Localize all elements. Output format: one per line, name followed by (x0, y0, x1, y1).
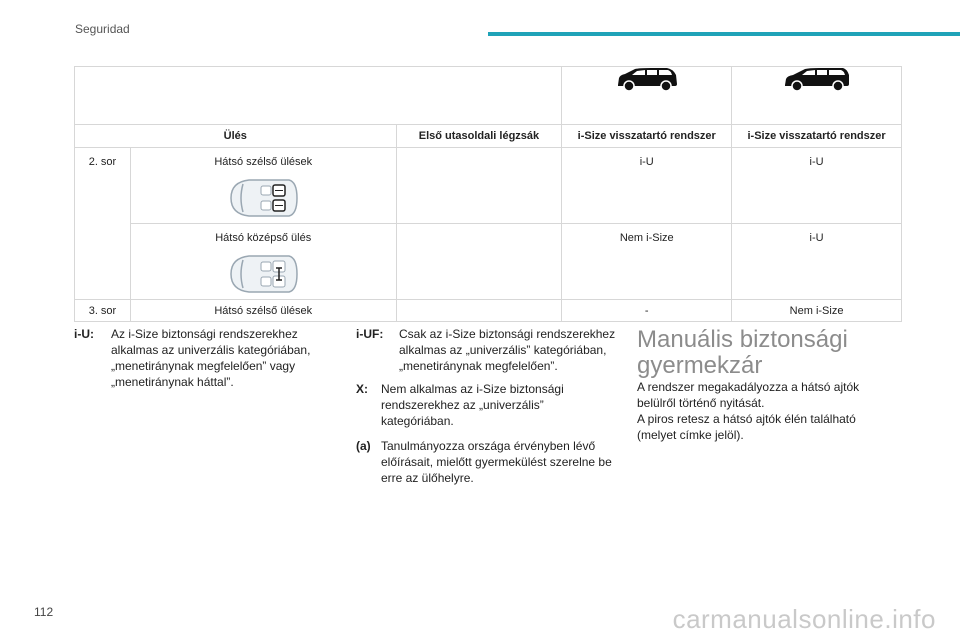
isize-cell: Nem i-Size (732, 300, 902, 322)
suv-car-icon (562, 67, 732, 125)
legend-text: Csak az i-Size biztonsági rendszerekhez alkalmas az „univerzális” kategóriában, „menetiránynak megfelelően”. (399, 327, 616, 373)
isize-cell: i-U (562, 148, 732, 224)
table-row (75, 224, 902, 300)
page-number: 112 (34, 605, 54, 619)
seat-cell (130, 148, 396, 224)
row-label: 3. sor (75, 300, 131, 322)
col-header-seat: Ülés (75, 125, 397, 148)
seat-name: Hátsó szélső ülések (130, 300, 396, 322)
legend-key: X: (356, 382, 368, 396)
table-header-row (75, 125, 902, 148)
section-header: Seguridad (75, 22, 130, 36)
legend-text: Nem alkalmas az i-Size biztonsági rendszerekhez az „univerzális” kategóriában. (381, 382, 564, 428)
table-row (75, 148, 902, 224)
table-icon-row (75, 67, 902, 125)
isize-cell: i-U (732, 148, 902, 224)
section-paragraph: A rendszer megakadályozza a hátsó ajtók belülről történő nyitását. (637, 380, 860, 410)
col-header-airbag: Első utasoldali légzsák (396, 125, 562, 148)
outer-rear-seats-icon (227, 176, 299, 220)
legend-key: i-UF: (356, 327, 384, 341)
table-row (75, 300, 902, 322)
seat-cell (130, 224, 396, 300)
van-car-icon (732, 67, 902, 125)
seat-name: Hátsó középső ülés (215, 232, 312, 244)
airbag-cell (396, 148, 562, 224)
airbag-cell (396, 224, 562, 300)
watermark: carmanualsonline.info (672, 604, 936, 634)
row-label: 2. sor (75, 148, 131, 300)
header-accent-bar (488, 32, 960, 36)
section-title: Manuális biztonsági gyermekzár (637, 326, 848, 379)
isize-cell: i-U (732, 224, 902, 300)
airbag-cell (396, 300, 562, 322)
child-seat-table (74, 66, 902, 322)
section-paragraph: A piros retesz a hátsó ajtók élén található (melyet címke jelöl). (637, 412, 856, 442)
col-header-isize-1: i-Size visszatartó rendszer (562, 125, 732, 148)
legend-key: i-U: (74, 327, 94, 341)
seat-name: Hátsó szélső ülések (214, 156, 313, 168)
middle-rear-seat-icon (227, 252, 299, 296)
section-body (637, 379, 887, 443)
isize-cell: Nem i-Size (562, 224, 732, 300)
isize-cell: - (562, 300, 732, 322)
legend-text: Tanulmányozza országa érvényben lévő előírásait, mielőtt gyermekülést szerelne be erre az ülőhelyre. (381, 439, 612, 485)
col-header-isize-2: i-Size visszatartó rendszer (732, 125, 902, 148)
legend-text: Az i-Size biztonsági rendszerekhez alkalmas az univerzális kategóriában, „menetiránynak megfelelően” vagy „menetiránynak háttal”. (111, 327, 311, 389)
legend-key: (a) (356, 439, 371, 453)
